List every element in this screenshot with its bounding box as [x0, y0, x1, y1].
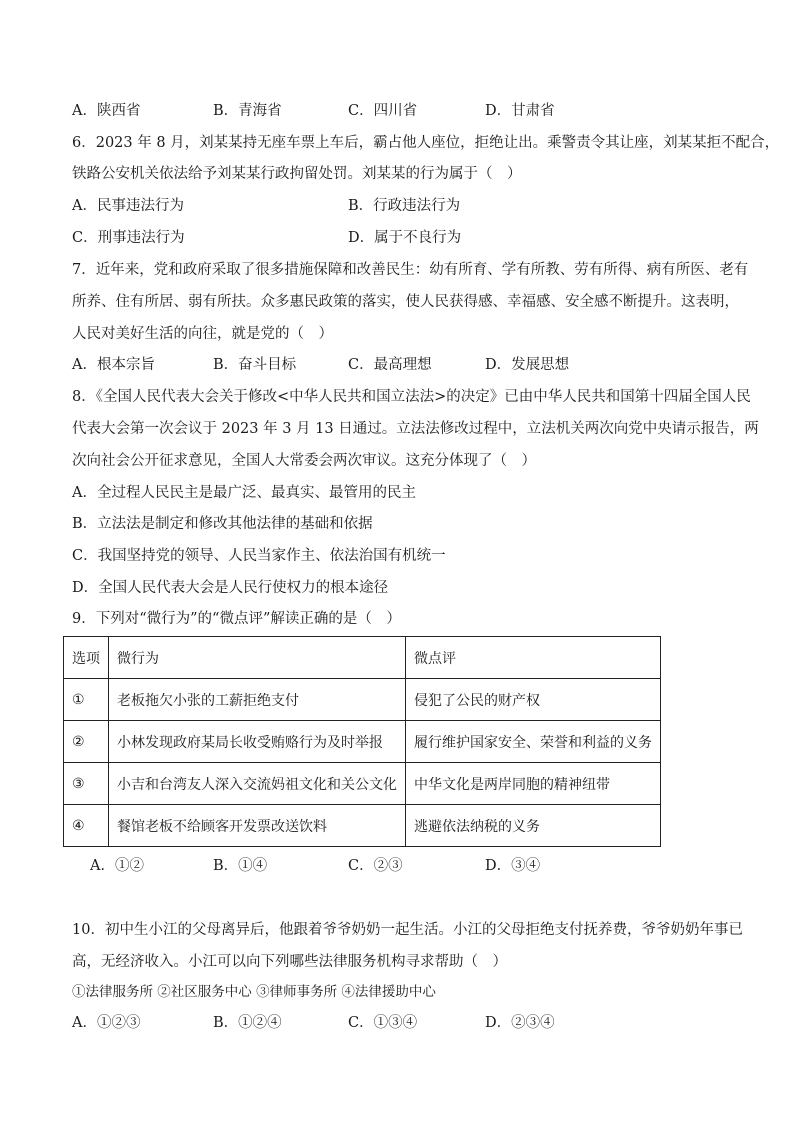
table-cell: 中华文化是两岸同胞的精神纽带: [406, 763, 661, 805]
q7-option-b: B．奋斗目标: [213, 357, 297, 373]
table-cell: 老板拖欠小张的工薪拒绝支付: [109, 679, 406, 721]
q8-option-a: A．全过程人民民主是最广泛、最真实、最管用的民主: [72, 485, 416, 501]
table-row: [64, 763, 661, 805]
q7-stem-line-2: 所养、住有所居、弱有所扶。众多惠民政策的落实，使人民获得感、幸福感、安全感不断提升。这表明，: [72, 294, 739, 310]
q7-stem-line-1: 7．近年来，党和政府采取了很多措施保障和改善民生：幼有所育、学有所教、劳有所得、病有所医、老有: [72, 262, 749, 278]
q9-option-c: C．②③: [348, 858, 403, 874]
table-cell: ④: [64, 805, 109, 847]
table-header-cell: 微行为: [109, 637, 406, 679]
q9-table: [63, 636, 661, 847]
q6-option-d: D．属于不良行为: [348, 230, 462, 246]
q5-option-a: A．陕西省: [72, 103, 141, 119]
q10-option-c: C．①③④: [348, 1015, 418, 1031]
q7-stem-line-3: 人民对美好生活的向往，就是党的（ ）: [72, 326, 333, 342]
table-cell: 侵犯了公民的财产权: [406, 679, 661, 721]
q8-stem-line-3: 次向社会公开征求意见，全国人大常委会两次审议。这充分体现了（ ）: [72, 453, 536, 469]
q5-option-b: B．青海省: [213, 103, 282, 119]
table-cell: ②: [64, 721, 109, 763]
q10-stem-line-2: 高，无经济收入。小江可以向下列哪些法律服务机构寻求帮助（ ）: [72, 954, 507, 970]
q9-option-d: D．③④: [485, 858, 541, 874]
q6-stem-line-1: 6．2023 年 8 月，刘某某持无座车票上车后，霸占他人座位，拒绝让出。乘警责令其让座，刘某某拒不配合，: [72, 135, 780, 151]
q8-option-b: B．立法法是制定和修改其他法律的基础和依据: [72, 516, 373, 532]
q6-option-b: B．行政违法行为: [348, 198, 461, 214]
q8-stem-line-2: 代表大会第一次会议于 2023 年 3 月 13 日通过。立法法修改过程中，立法机关两次向党中央请示报告，两: [72, 421, 759, 437]
table-row: [64, 805, 661, 847]
q9-option-a: A．①②: [90, 858, 144, 874]
q5-option-d: D．甘肃省: [485, 103, 555, 119]
table-cell: ③: [64, 763, 109, 805]
q8-stem-line-1: 8．《全国人民代表大会关于修改<中华人民共和国立法法>的决定》已由中华人民共和国第十四届全国人民: [72, 389, 751, 405]
q6-option-a: A．民事违法行为: [72, 198, 184, 214]
q7-option-c: C．最高理想: [348, 357, 432, 373]
table-cell: ①: [64, 679, 109, 721]
table-cell: 履行维护国家安全、荣誉和利益的义务: [406, 721, 661, 763]
q8-option-d: D．全国人民代表大会是人民行使权力的根本途径: [72, 580, 389, 596]
table-header-row: [64, 637, 661, 679]
q10-stem-line-1: 10．初中生小江的父母离异后，他跟着爷爷奶奶一起生活。小江的父母拒绝支付抚养费，爷爷奶奶年事已: [72, 922, 743, 938]
q9-option-b: B．①④: [213, 858, 268, 874]
q5-option-c: C．四川省: [348, 103, 418, 119]
q9-stem: 9．下列对“微行为”的“微点评”解读正确的是（ ）: [72, 611, 401, 627]
q10-choices: ①法律服务所 ②社区服务中心 ③律师事务所 ④法律援助中心: [72, 984, 436, 1000]
q7-option-d: D．发展思想: [485, 357, 570, 373]
table-cell: 逃避依法纳税的义务: [406, 805, 661, 847]
q6-stem-line-2: 铁路公安机关依法给予刘某某行政拘留处罚。刘某某的行为属于（ ）: [72, 166, 522, 182]
q6-option-c: C．刑事违法行为: [72, 230, 185, 246]
table-header-cell: 微点评: [406, 637, 661, 679]
table-cell: 小林发现政府某局长收受贿赂行为及时举报: [109, 721, 406, 763]
q8-option-c: C．我国坚持党的领导、人民当家作主、依法治国有机统一: [72, 548, 446, 564]
table-cell: 餐馆老板不给顾客开发票改送饮料: [109, 805, 406, 847]
table-cell: 小吉和台湾友人深入交流妈祖文化和关公文化: [109, 763, 406, 805]
table-row: [64, 679, 661, 721]
table-header-cell: 选项: [64, 637, 109, 679]
q10-option-b: B．①②④: [213, 1015, 282, 1031]
q10-option-d: D．②③④: [485, 1015, 555, 1031]
q10-option-a: A．①②③: [72, 1015, 141, 1031]
table-row: [64, 721, 661, 763]
q7-option-a: A．根本宗旨: [72, 357, 155, 373]
